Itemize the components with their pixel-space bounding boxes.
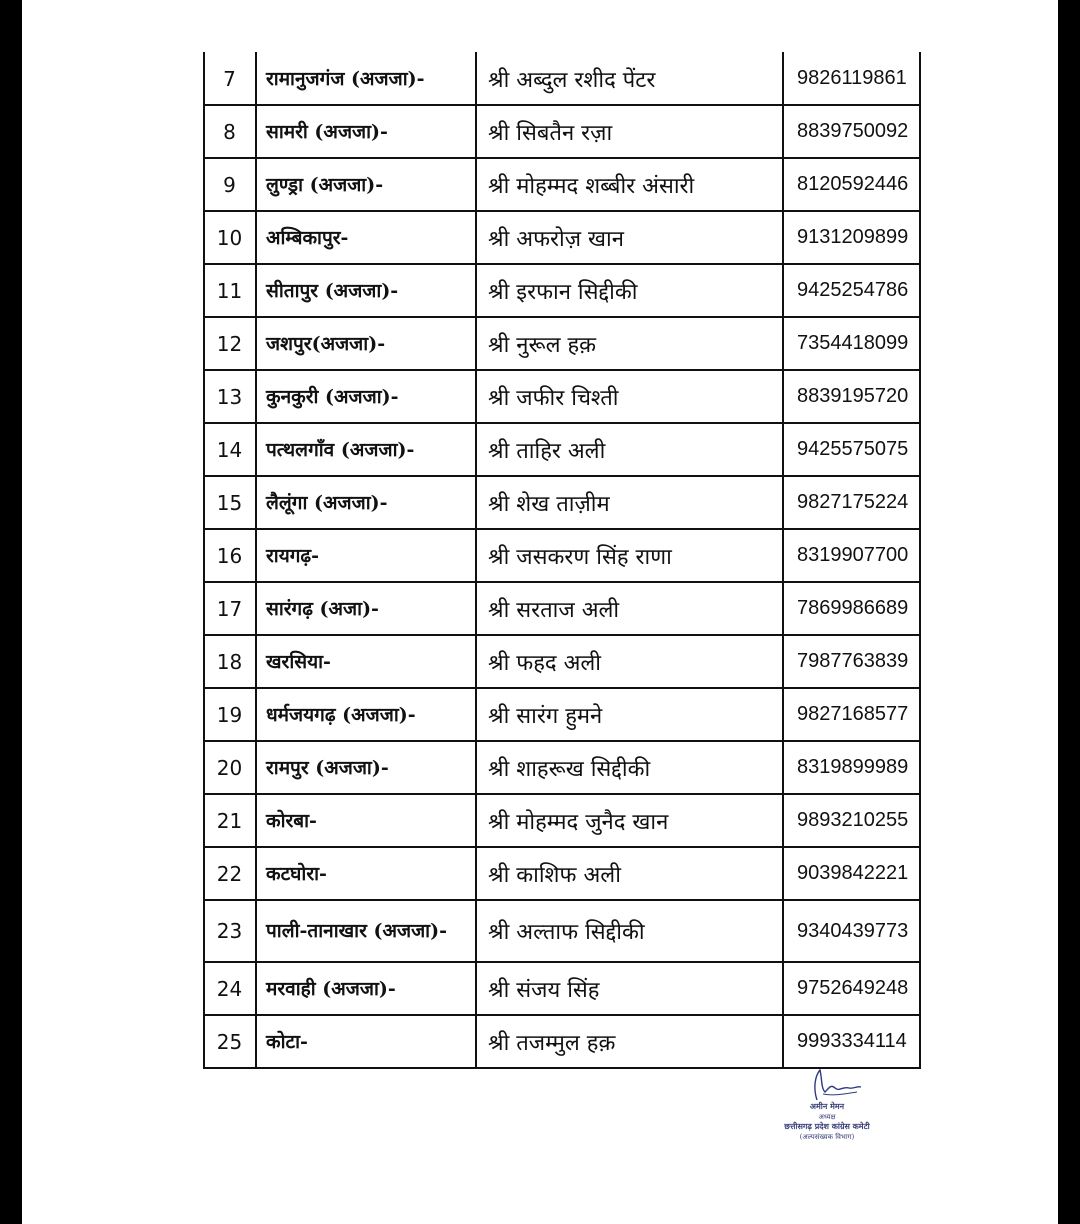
phone-number: 9827175224 xyxy=(797,491,909,513)
signatory-role: अध्यक्ष xyxy=(818,1113,836,1121)
phone-number: 8120592446 xyxy=(797,173,909,195)
constituency-name: खरसिया- xyxy=(266,650,331,673)
signature-block xyxy=(767,1066,887,1161)
row-number: 25 xyxy=(216,1029,243,1054)
table-column-divider xyxy=(255,52,257,1068)
row-number: 15 xyxy=(216,490,243,515)
row-number: 24 xyxy=(216,976,243,1001)
row-number: 8 xyxy=(223,119,236,144)
signatory-department: (अल्पसंख्यक विभाग) xyxy=(799,1133,855,1141)
phone-number: 9827168577 xyxy=(797,703,909,725)
constituency-name: जशपुर(अजजा)- xyxy=(266,332,386,355)
constituency-name: रामानुजगंज (अजजा)- xyxy=(266,67,425,90)
phone-number: 9826119861 xyxy=(797,67,907,89)
signatory-organization: छत्तीसगढ़ प्रदेश कांग्रेस कमेटी xyxy=(784,1122,870,1131)
constituency-name: कटघोरा- xyxy=(266,862,327,885)
row-number: 17 xyxy=(216,596,243,621)
member-name: श्री शाहरूख सिद्दीकी xyxy=(488,756,651,782)
constituency-name: पाली-तानाखार (अजजा)- xyxy=(266,920,447,942)
member-name: श्री मोहम्मद शब्बीर अंसारी xyxy=(488,173,695,199)
signature-mark-icon xyxy=(787,1066,867,1102)
row-number: 16 xyxy=(216,543,243,568)
phone-number: 9893210255 xyxy=(797,809,909,831)
phone-number: 8839750092 xyxy=(797,120,909,142)
constituency-name: लुण्ड्रा (अजजा)- xyxy=(266,173,384,196)
member-name: श्री इरफान सिद्दीकी xyxy=(488,279,638,305)
member-name: श्री फहद अली xyxy=(488,650,602,676)
constituency-name: पत्थलगाँव (अजजा)- xyxy=(266,438,415,461)
phone-number: 8319907700 xyxy=(797,544,909,566)
member-name: श्री ताहिर अली xyxy=(488,438,606,464)
member-name: श्री सारंग हुमने xyxy=(488,703,603,729)
row-number: 13 xyxy=(216,384,243,409)
constituency-name: सीतापुर (अजजा)- xyxy=(266,279,399,302)
member-name: श्री अब्दुल रशीद पेंटर xyxy=(488,67,656,93)
row-number: 18 xyxy=(216,649,243,674)
phone-number: 9993334114 xyxy=(797,1030,907,1052)
phone-number: 9039842221 xyxy=(797,862,909,884)
constituency-name: अम्बिकापुर- xyxy=(266,226,349,249)
member-name: श्री अल्ताफ सिद्दीकी xyxy=(488,920,645,945)
member-name: श्री जसकरण सिंह राणा xyxy=(488,544,672,570)
constituency-name: कुनकुरी (अजजा)- xyxy=(266,385,399,408)
phone-number: 9752649248 xyxy=(797,977,909,999)
phone-number: 8839195720 xyxy=(797,385,909,407)
row-number: 23 xyxy=(216,919,243,943)
table-column-divider xyxy=(203,52,205,1068)
member-name: श्री अफरोज़ खान xyxy=(488,226,624,252)
phone-number: 9425575075 xyxy=(797,438,909,460)
phone-number: 7987763839 xyxy=(797,650,909,672)
row-number: 21 xyxy=(216,808,243,833)
member-name: श्री सिबतैन रज़ा xyxy=(488,120,613,146)
constituency-name: रामपुर (अजजा)- xyxy=(266,756,389,779)
constituency-name: कोटा- xyxy=(266,1030,308,1053)
row-number: 7 xyxy=(223,66,236,91)
constituency-name: सारंगढ़ (अजा)- xyxy=(266,597,379,620)
row-number: 20 xyxy=(216,755,243,780)
member-name: श्री सरताज अली xyxy=(488,597,620,623)
row-number: 19 xyxy=(216,702,243,727)
document-page xyxy=(22,0,1058,1224)
phone-number: 7354418099 xyxy=(797,332,909,354)
phone-number: 8319899989 xyxy=(797,756,909,778)
row-number: 12 xyxy=(216,331,243,356)
signatory-name: अमीन मेमन xyxy=(809,1102,845,1111)
phone-number: 9340439773 xyxy=(797,919,909,942)
constituency-name: रायगढ़- xyxy=(266,544,319,567)
member-name: श्री नुरूल हक़ xyxy=(488,332,597,358)
member-table xyxy=(203,52,921,1067)
constituency-name: धर्मजयगढ़ (अजजा)- xyxy=(266,703,416,726)
member-name: श्री संजय सिंह xyxy=(488,977,600,1003)
member-name: श्री शेख ताज़ीम xyxy=(488,491,610,517)
row-number: 11 xyxy=(216,278,243,303)
row-number: 22 xyxy=(216,861,243,886)
constituency-name: सामरी (अजजा)- xyxy=(266,120,388,143)
row-number: 10 xyxy=(216,225,243,250)
constituency-name: लैलूंगा (अजजा)- xyxy=(266,491,388,514)
phone-number: 9425254786 xyxy=(797,279,909,301)
member-name: श्री जफीर चिश्ती xyxy=(488,385,619,411)
phone-number: 9131209899 xyxy=(797,226,909,248)
row-number: 9 xyxy=(223,172,236,197)
phone-number: 7869986689 xyxy=(797,597,909,619)
constituency-name: कोरबा- xyxy=(266,809,317,832)
member-name: श्री काशिफ अली xyxy=(488,862,621,888)
member-name: श्री तजम्मुल हक़ xyxy=(488,1030,616,1056)
row-number: 14 xyxy=(216,437,243,462)
constituency-name: मरवाही (अजजा)- xyxy=(266,977,396,1000)
member-name: श्री मोहम्मद जुनैद खान xyxy=(488,809,669,835)
